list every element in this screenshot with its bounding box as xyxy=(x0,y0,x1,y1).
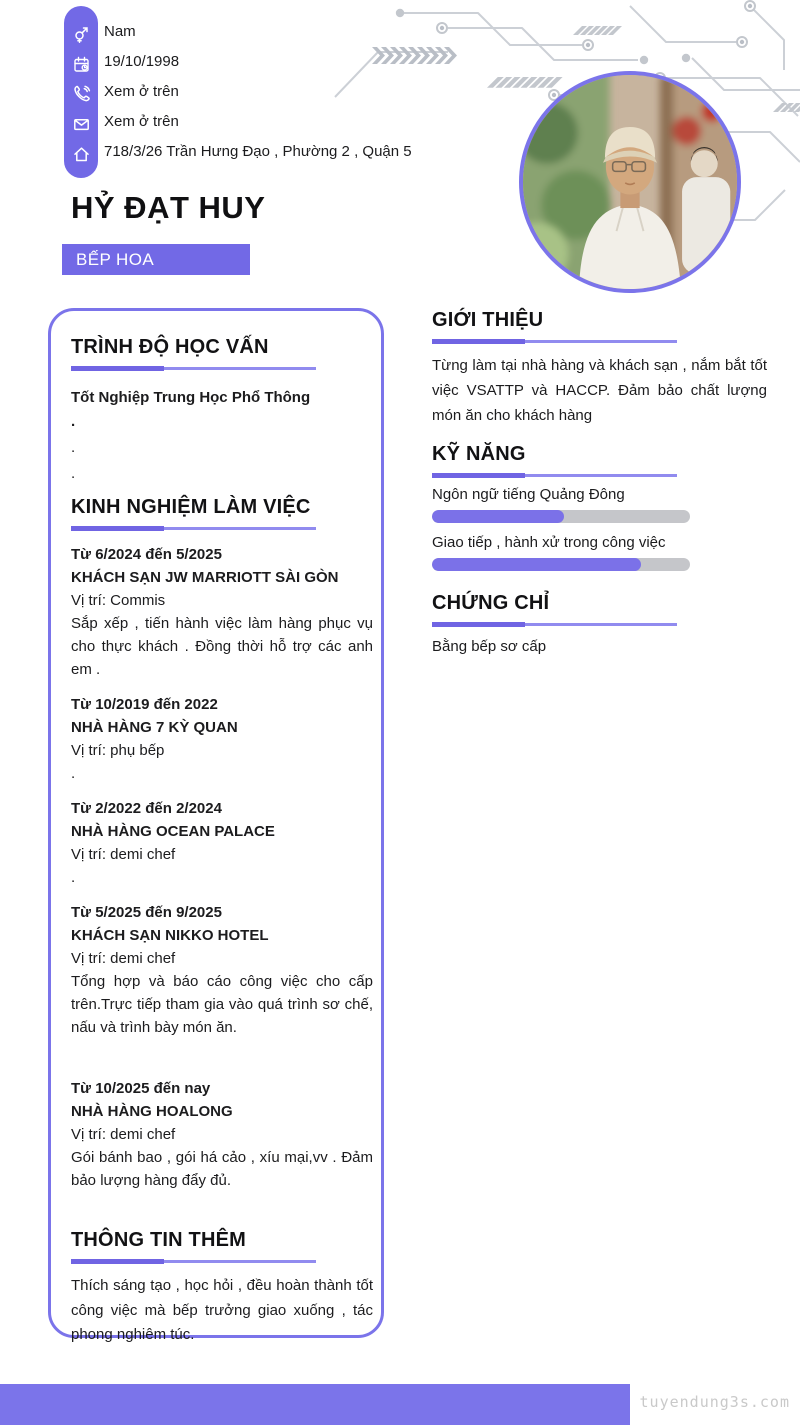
site-watermark: tuyendung3s.com xyxy=(639,1393,790,1411)
contact-value: 19/10/1998 xyxy=(104,53,180,70)
education-lines xyxy=(71,409,373,487)
title-underline xyxy=(432,473,677,478)
candidate-name: HỶ ĐẠT HUY xyxy=(71,190,266,225)
title-underline xyxy=(71,366,316,371)
job-period: Từ 5/2025 đến 9/2025 xyxy=(71,904,222,921)
job-description: Sắp xếp , tiến hành việc làm hàng phục vụ cho thực khách . Đồng thời hỗ trợ các anh em . xyxy=(71,615,373,678)
job-company: NHÀ HÀNG OCEAN PALACE xyxy=(71,823,275,840)
job-description: . xyxy=(71,869,76,886)
education-line: . xyxy=(71,413,76,430)
education-line: . xyxy=(71,439,76,456)
skill-bar-track xyxy=(432,510,690,523)
job-period: Từ 2/2022 đến 2/2024 xyxy=(71,800,222,817)
calendar-icon xyxy=(72,49,91,79)
certificates-title: CHỨNG CHỈ xyxy=(432,592,550,614)
skill-label: Giao tiếp , hành xử trong công việc xyxy=(432,534,666,551)
contact-value: 718/3/26 Trần Hưng Đạo , Phường 2 , Quận 5 xyxy=(104,143,412,160)
job-description: . xyxy=(71,765,76,782)
experience-title: KINH NGHIỆM LÀM VIỆC xyxy=(71,496,311,518)
skill-bar-track xyxy=(432,558,690,571)
section-experience xyxy=(71,495,373,1192)
job-entry xyxy=(71,693,373,785)
contact-value: Xem ở trên xyxy=(104,83,179,100)
contact-values xyxy=(104,17,412,167)
phone-icon xyxy=(72,79,91,109)
title-underline xyxy=(71,1259,316,1264)
job-entry xyxy=(71,901,373,1039)
education-degree: Tốt Nghiệp Trung Học Phổ Thông xyxy=(71,389,311,406)
email-icon xyxy=(72,109,91,139)
job-period: Từ 10/2019 đến 2022 xyxy=(71,696,218,713)
skill-bar-fill xyxy=(432,510,564,523)
job-description: Tổng hợp và báo cáo công việc cho cấp trên.Trực tiếp tham gia vào quá trình sơ chế, nấu và trình bày món ăn. xyxy=(71,973,373,1036)
job-title-badge: BẾP HOA xyxy=(62,244,250,275)
job-position: Vị trí: demi chef xyxy=(71,1126,176,1143)
job-position: Vị trí: Commis xyxy=(71,592,166,609)
job-position: Vị trí: demi chef xyxy=(71,846,176,863)
job-entry xyxy=(71,1077,373,1192)
about-text: Từng làm tại nhà hàng và khách sạn , nắm bắt tốt việc VSATTP và HACCP. Đảm bảo chất lượng món ăn cho khách hàng xyxy=(432,357,767,424)
job-company: KHÁCH SẠN NIKKO HOTEL xyxy=(71,927,269,944)
additional-info-text: Thích sáng tạo , học hỏi , đều hoàn thành tốt công việc mà bếp trưởng giao xuống , tác phong nghiêm túc. xyxy=(71,1277,373,1343)
job-description: Gói bánh bao , gói há cảo , xíu mại,vv . Đảm bảo lượng hàng đẩy đủ. xyxy=(71,1149,373,1189)
section-additional-info xyxy=(71,1228,373,1348)
home-icon xyxy=(72,139,91,169)
skill-list xyxy=(432,484,767,571)
hatch-strip-1 xyxy=(573,26,622,35)
about-title: GIỚI THIỆU xyxy=(432,309,544,331)
title-underline xyxy=(71,526,316,531)
job-period: Từ 10/2025 đến nay xyxy=(71,1080,211,1097)
job-company: NHÀ HÀNG 7 KỲ QUAN xyxy=(71,719,238,736)
avatar xyxy=(519,71,741,293)
contact-icon-bar xyxy=(64,6,98,178)
gender-icon xyxy=(72,19,91,49)
contact-value: Xem ở trên xyxy=(104,113,179,130)
section-about xyxy=(432,308,767,428)
footer-accent-bar xyxy=(0,1384,630,1425)
education-line: . xyxy=(71,465,76,482)
skill-label: Ngôn ngữ tiếng Quảng Đông xyxy=(432,486,625,503)
skill-item xyxy=(432,532,767,571)
additional-info-title: THÔNG TIN THÊM xyxy=(71,1229,247,1251)
contact-value: Nam xyxy=(104,23,136,40)
job-position: Vị trí: phụ bếp xyxy=(71,742,165,759)
job-entry xyxy=(71,543,373,681)
job-entry xyxy=(71,797,373,889)
skill-item xyxy=(432,484,767,523)
section-education xyxy=(71,335,373,487)
title-underline xyxy=(432,339,677,344)
job-position: Vị trí: demi chef xyxy=(71,950,176,967)
hatch-strip-2 xyxy=(487,77,563,88)
job-company: KHÁCH SẠN JW MARRIOTT SÀI GÒN xyxy=(71,569,339,586)
job-period: Từ 6/2024 đến 5/2025 xyxy=(71,546,222,563)
skill-bar-fill xyxy=(432,558,641,571)
skills-title: KỸ NĂNG xyxy=(432,443,526,465)
job-list xyxy=(71,543,373,1192)
certificate-item: Bằng bếp sơ cấp xyxy=(432,638,547,655)
certificate-list xyxy=(432,636,767,657)
right-column xyxy=(432,308,767,657)
job-company: NHÀ HÀNG HOALONG xyxy=(71,1103,233,1120)
section-skills xyxy=(432,442,767,571)
section-certificates xyxy=(432,591,767,657)
education-title: TRÌNH ĐỘ HỌC VẤN xyxy=(71,336,269,358)
title-underline xyxy=(432,622,677,627)
avatar-illustration xyxy=(523,75,737,289)
left-column xyxy=(48,308,384,1343)
